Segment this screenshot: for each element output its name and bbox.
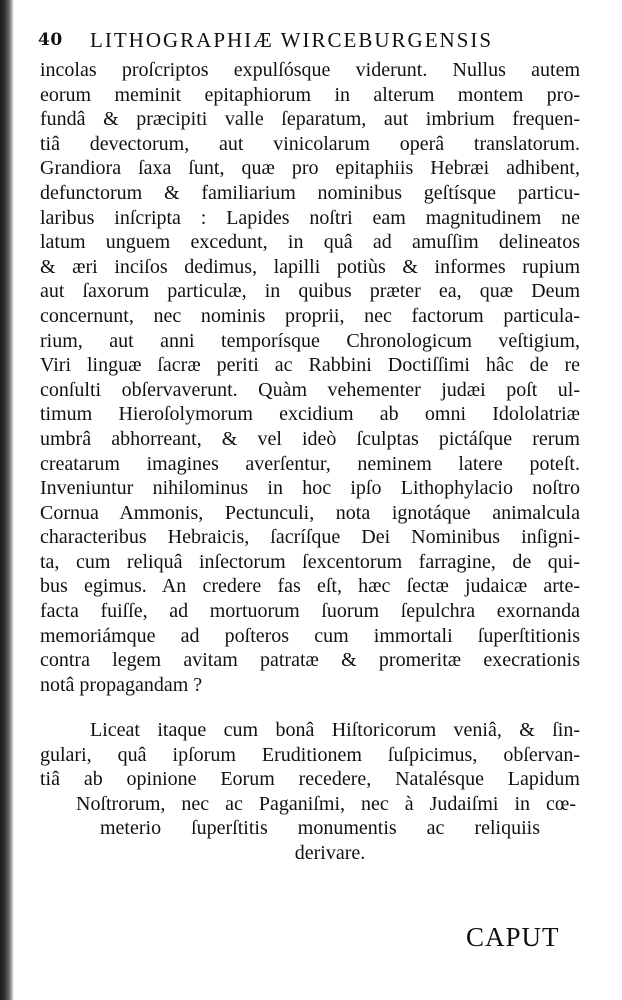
page-number: 40: [38, 30, 63, 50]
text-line: eorum meminit epitaphiorum in alterum montem pro-: [40, 83, 580, 106]
text-line: incolas proſcriptos expulſósque viderunt. Nullus autem: [40, 59, 580, 81]
text-line: laribus inſcripta : Lapides noſtri eam magnitudinem ne: [40, 206, 580, 229]
text-line: defunctorum & familiarium nominibus geſtísque particu-: [40, 181, 580, 204]
text-line: derivare.: [294, 841, 366, 864]
text-line: notâ propagandam ?: [40, 673, 203, 696]
text-line: rium, aut anni temporísque Chronologicum veſtigium,: [40, 329, 580, 352]
text-line: Noſtrorum, nec ac Paganiſmi, nec à Judaiſmi in cœ-: [76, 792, 576, 815]
text-line: aut ſaxorum particulæ, in quibus præter ea, quæ Deum: [40, 280, 580, 303]
text-line: meterio ſuperſtitis monumentis ac reliquiis: [100, 817, 540, 840]
text-line: bus egimus. An credere fas eſt, hæc ſectæ judaicæ arte-: [40, 575, 580, 598]
text-line: ta, cum reliquâ inſectorum ſexcentorum farragine, de qui-: [40, 550, 580, 573]
text-line: Liceat itaque cum bonâ Hiſtoricorum veniâ, & ſin-: [90, 719, 580, 741]
text-line: tiâ ab opinione Eorum recedere, Natalésque Lapidum: [40, 768, 580, 791]
text-line: Viri linguæ ſacræ periti ac Rabbini Doctiſſimi hâc de re: [40, 354, 580, 377]
text-line: facta fuiſſe, ad mortuorum ſuorum ſepulchra exornanda: [40, 600, 580, 623]
text-line: latum unguem excedunt, in quâ ad amuſſim delineatos: [40, 231, 580, 254]
page-header: [38, 28, 598, 52]
text-line: contra legem avitam patratæ & promeritæ execrationis: [40, 649, 580, 672]
paragraph-1: [40, 58, 580, 697]
catchword: CAPUT: [466, 922, 560, 952]
text-line: memoriámque ad poſteros cum immortali ſuperſtitionis: [40, 624, 580, 647]
text-line: Cornua Ammonis, Pectunculi, nota ignotáque animalcula: [40, 501, 580, 524]
text-line: creatarum imagines averſentur, neminem latere poteſt.: [40, 452, 580, 475]
paragraph-2: [40, 718, 580, 866]
text-line: fundâ & præcipiti valle ſeparatum, aut imbrium frequen-: [40, 108, 580, 131]
text-line: concernunt, nec nominis proprii, nec factorum particula-: [40, 304, 580, 327]
text-line: timum Hieroſolymorum excidium ab omni Idololatriæ: [40, 403, 580, 426]
text-line: Grandiora ſaxa ſunt, quæ pro epitaphiis Hebræi adhibent,: [40, 157, 580, 180]
text-line: umbrâ abhorreant, & vel ideò ſculptas pictáſque rerum: [40, 427, 580, 450]
text-line: gulari, quâ ipſorum Eruditionem ſuſpicimus, obſervan-: [40, 743, 580, 766]
text-line: Inveniuntur nihilominus in hoc ipſo Lithophylacio noſtro: [40, 477, 580, 500]
text-line: conſulti obſervaverunt. Quàm vehementer judæi poſt ul-: [40, 378, 580, 401]
text-line: tiâ devectorum, aut vinicolarum operâ translatorum.: [40, 132, 580, 155]
text-line: characteribus Hebraicis, ſacríſque Dei Nominibus inſigni-: [40, 526, 580, 549]
page-binding-edge: [0, 0, 14, 1000]
text-line: & æri inciſos dedimus, lapilli potiùs & informes rupium: [40, 255, 580, 278]
running-title: LITHOGRAPHIÆ WIRCEBURGENSIS: [90, 28, 494, 52]
